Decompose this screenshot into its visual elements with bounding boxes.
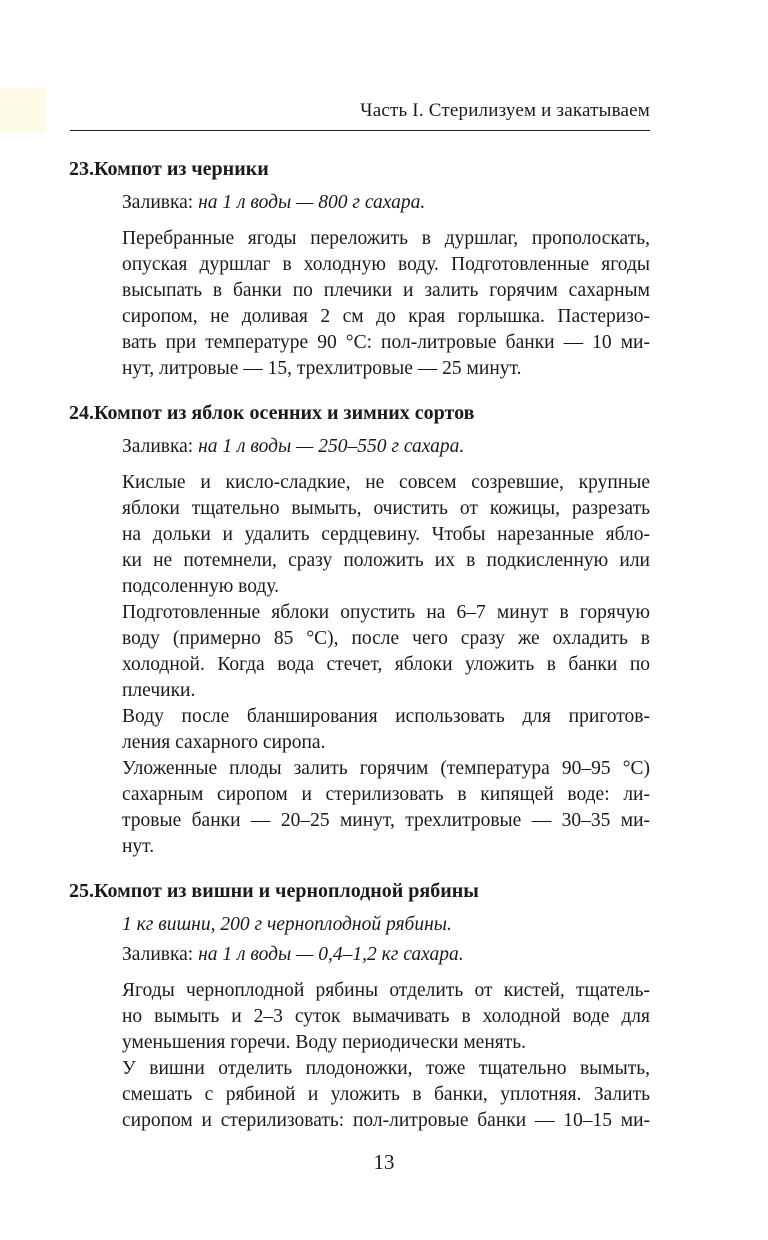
section-heading-24: 24.Компот из яблок осенних и зимних сортов	[69, 402, 475, 424]
filling-25	[122, 944, 464, 966]
paragraph-line: воду (примерно 85 °С), после чего сразу же охладить в	[122, 628, 650, 649]
section-heading-25: 25.Компот из вишни и черноплодной рябины	[69, 880, 479, 902]
paragraph-line: смешать с рябиной и уложить в банки, уплотняя. Залить	[122, 1084, 650, 1105]
paragraph-line: плечики.	[122, 680, 196, 701]
running-header: Часть I. Стерилизуем и закатываем	[360, 100, 650, 121]
paragraph-line: Подготовленные яблоки опустить на 6–7 минут в горячую	[122, 602, 650, 623]
filling-label: Заливка:	[122, 436, 194, 457]
filling-value: на 1 л воды — 800 г сахара.	[198, 192, 426, 213]
paragraph-line: опуская дуршлаг в холодную воду. Подготовленные ягоды	[122, 254, 650, 275]
paragraph-line: У вишни отделить плодоножки, тоже тщательно вымыть,	[122, 1058, 650, 1079]
paragraph-line: Кислые и кисло-сладкие, не совсем созревшие, крупные	[122, 472, 650, 493]
paragraph-line: Воду после бланширования использовать для приготов-	[122, 706, 650, 727]
filling-value: на 1 л воды — 0,4–1,2 кг сахара.	[198, 944, 464, 965]
paragraph-line: ки не потемнели, сразу положить их в подкисленную или	[122, 550, 650, 571]
paragraph-line: ления сахарного сиропа.	[122, 732, 326, 753]
page-number: 13	[373, 1150, 395, 1174]
paragraph-line: высыпать в банки по плечики и залить горячим сахарным	[122, 280, 650, 301]
filling-label: Заливка:	[122, 944, 194, 965]
paragraph-line: на дольки и удалить сердцевину. Чтобы нарезанные ябло-	[122, 524, 650, 545]
paragraph-line: холодной. Когда вода стечет, яблоки уложить в банки по	[122, 654, 650, 675]
paragraph-line: сиропом, не доливая 2 см до края горлышка. Пастеризо-	[122, 306, 650, 327]
paragraph-line: нут, литровые — 15, трехлитровые — 25 минут.	[122, 358, 522, 379]
paragraph-line: уменьшения горечи. Воду периодически менять.	[122, 1032, 527, 1053]
paragraph-line: Уложенные плоды залить горячим (температура 90–95 °С)	[122, 758, 650, 779]
filling-23	[122, 192, 425, 214]
filling-label: Заливка:	[122, 192, 194, 213]
section-heading-23: 23.Компот из черники	[69, 158, 269, 180]
paragraph-line: яблоки тщательно вымыть, очистить от кожицы, разрезать	[122, 498, 650, 519]
paragraph-line: сиропом и стерилизовать: пол-литровые банки — 10–15 ми-	[122, 1110, 650, 1131]
page-corner-mark	[0, 88, 46, 132]
paragraph-line: подсоленную воду.	[122, 576, 279, 597]
filling-24	[122, 436, 464, 458]
paragraph-line: вать при температуре 90 °С: пол-литровые банки — 10 ми-	[122, 332, 650, 353]
paragraph-line: Перебранные ягоды переложить в дуршлаг, прополоскать,	[122, 228, 650, 249]
paragraph-line: Ягоды черноплодной рябины отделить от кистей, тщатель-	[122, 980, 650, 1001]
header-rule	[70, 130, 650, 131]
filling-value: на 1 л воды — 250–550 г сахара.	[198, 436, 465, 457]
paragraph-line: но вымыть и 2–3 суток вымачивать в холодной воде для	[122, 1006, 650, 1027]
paragraph-line: нут.	[122, 836, 155, 857]
paragraph-line: сахарным сиропом и стерилизовать в кипящей воде: ли-	[122, 784, 650, 805]
paragraph-line: тровые банки — 20–25 минут, трехлитровые — 30–35 ми-	[122, 810, 650, 831]
ingredients-25: 1 кг вишни, 200 г черноплодной рябины.	[122, 914, 452, 935]
